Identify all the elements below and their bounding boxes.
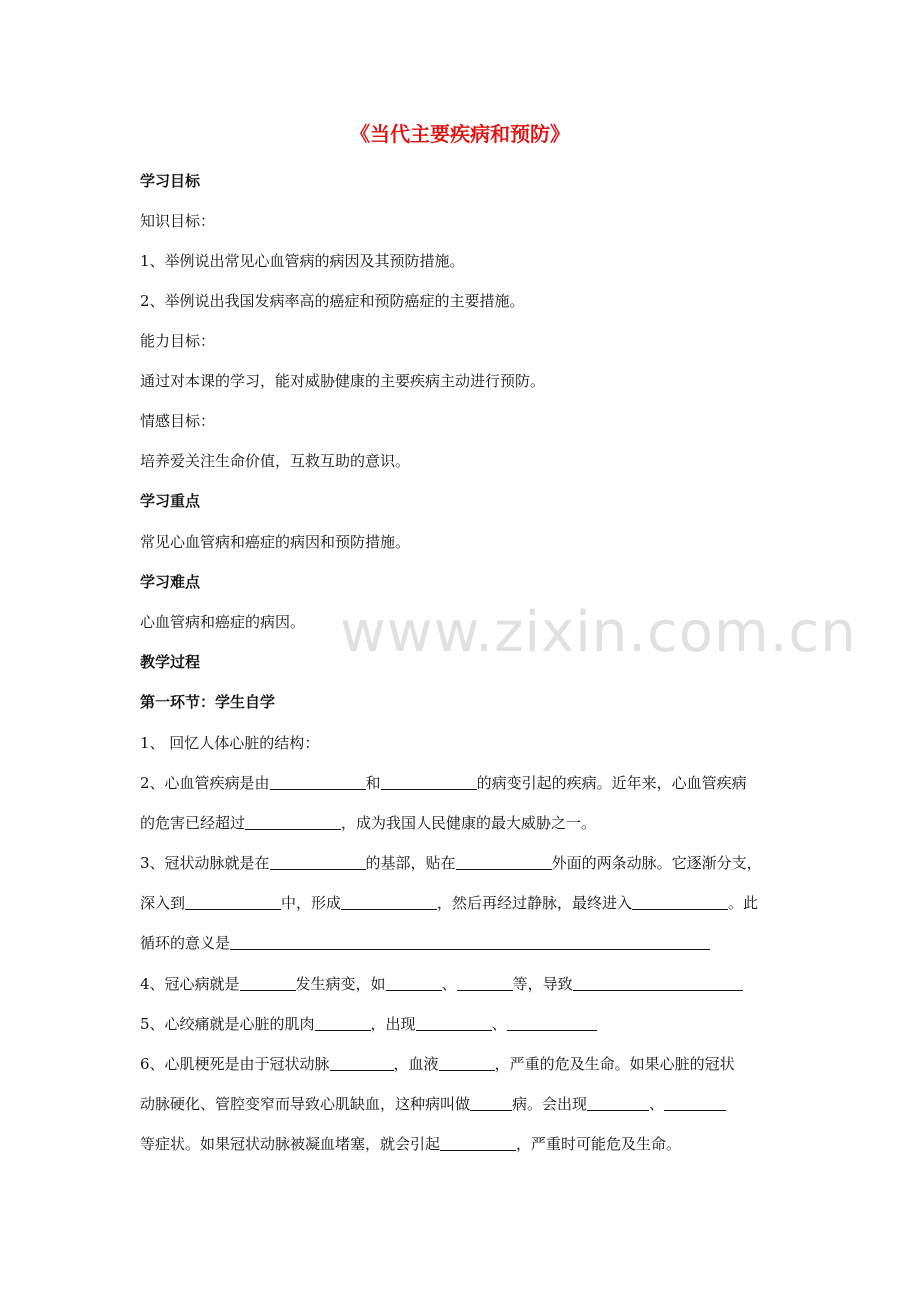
text-segment: 循环的意义是 bbox=[140, 934, 231, 952]
fill-blank[interactable] bbox=[240, 975, 296, 991]
fill-blank[interactable] bbox=[315, 1015, 371, 1031]
fill-blank[interactable] bbox=[381, 774, 477, 790]
text-segment: ，出现 bbox=[370, 1015, 416, 1033]
process-heading: 教学过程 bbox=[140, 653, 201, 671]
difficulty-text: 心血管病和癌症的病因。 bbox=[140, 613, 306, 631]
question-6-line-3 bbox=[140, 1134, 681, 1154]
text-segment: ，严重的危及生命。如果心脏的冠状 bbox=[494, 1055, 735, 1073]
text-segment: 的危害已经超过 bbox=[140, 814, 246, 832]
knowledge-goal-1: 1、举例说出常见心血管病的病因及其预防措施。 bbox=[140, 252, 465, 270]
text-segment: ，成为我国人民健康的最大威胁之一。 bbox=[341, 814, 597, 832]
fill-blank[interactable] bbox=[507, 1015, 597, 1031]
text-segment: 中，形成 bbox=[281, 894, 342, 912]
text-segment: ，然后再经过静脉，最终进入 bbox=[437, 894, 633, 912]
text-segment: 动脉硬化、管腔变窄而导致心肌缺血，这种病叫做 bbox=[140, 1095, 471, 1113]
knowledge-goal-label: 知识目标： bbox=[140, 212, 216, 230]
fill-blank[interactable] bbox=[185, 894, 281, 910]
text-segment: 和 bbox=[365, 774, 381, 792]
text-segment: 、 bbox=[649, 1095, 665, 1113]
ability-goal-label: 能力目标： bbox=[140, 332, 216, 350]
text-segment: 3、冠状动脉就是在 bbox=[140, 854, 270, 872]
fill-blank[interactable] bbox=[341, 894, 437, 910]
key-points-heading: 学习重点 bbox=[140, 492, 201, 510]
question-5 bbox=[140, 1014, 597, 1034]
question-3-line-1 bbox=[140, 853, 762, 873]
text-segment: 、 bbox=[491, 1015, 507, 1033]
fill-blank[interactable] bbox=[470, 1095, 512, 1111]
text-segment: 的基部，贴在 bbox=[365, 854, 456, 872]
text-segment: 5、心绞痛就是心脏的肌肉 bbox=[140, 1015, 315, 1033]
fill-blank[interactable] bbox=[386, 975, 442, 991]
text-segment: 等，导致 bbox=[512, 975, 573, 993]
question-1: 1、 回忆人体心脏的结构： bbox=[140, 734, 320, 752]
fill-blank[interactable] bbox=[439, 1055, 495, 1071]
fill-blank[interactable] bbox=[664, 1095, 726, 1111]
text-segment: ，血液 bbox=[393, 1055, 439, 1073]
question-4 bbox=[140, 974, 743, 994]
text-segment: 的病变引起的疾病。近年来，心血管疾病 bbox=[476, 774, 747, 792]
fill-blank[interactable] bbox=[230, 934, 710, 950]
text-segment: 、 bbox=[441, 975, 457, 993]
key-points-text: 常见心血管病和癌症的病因和预防措施。 bbox=[140, 533, 411, 551]
question-2-line-1 bbox=[140, 773, 747, 793]
text-segment: 深入到 bbox=[140, 894, 186, 912]
text-segment: 2、心血管疾病是由 bbox=[140, 774, 270, 792]
text-segment: 外面的两条动脉。它逐渐分支， bbox=[551, 854, 762, 872]
fill-blank[interactable] bbox=[270, 774, 366, 790]
difficulty-heading: 学习难点 bbox=[140, 573, 201, 591]
question-6-line-1 bbox=[140, 1054, 735, 1074]
watermark: www.zixin.com.cn bbox=[340, 600, 857, 665]
question-2-line-2 bbox=[140, 813, 596, 833]
text-segment: 6、心肌梗死是由于冠状动脉 bbox=[140, 1055, 330, 1073]
text-segment: 发生病变，如 bbox=[295, 975, 386, 993]
fill-blank[interactable] bbox=[587, 1095, 649, 1111]
fill-blank[interactable] bbox=[245, 814, 341, 830]
step1-heading: 第一环节：学生自学 bbox=[140, 693, 276, 711]
document-title: 《当代主要疾病和预防》 bbox=[350, 122, 570, 146]
fill-blank[interactable] bbox=[573, 975, 743, 991]
ability-goal-text: 通过对本课的学习，能对威胁健康的主要疾病主动进行预防。 bbox=[140, 372, 546, 390]
text-segment: 4、冠心病就是 bbox=[140, 975, 240, 993]
text-segment: 等症状。如果冠状动脉被凝血堵塞，就会引起 bbox=[140, 1135, 441, 1153]
text-segment: 病。会出现 bbox=[512, 1095, 588, 1113]
emotion-goal-text: 培养爱关注生命价值，互救互助的意识。 bbox=[140, 452, 411, 470]
fill-blank[interactable] bbox=[632, 894, 728, 910]
fill-blank[interactable] bbox=[456, 854, 552, 870]
fill-blank[interactable] bbox=[330, 1055, 394, 1071]
fill-blank[interactable] bbox=[440, 1135, 516, 1151]
question-6-line-2 bbox=[140, 1094, 726, 1114]
fill-blank[interactable] bbox=[270, 854, 366, 870]
question-3-line-2 bbox=[140, 893, 758, 913]
goals-heading: 学习目标 bbox=[140, 172, 201, 190]
text-segment: ，严重时可能危及生命。 bbox=[516, 1135, 682, 1153]
emotion-goal-label: 情感目标： bbox=[140, 412, 216, 430]
knowledge-goal-2: 2、举例说出我国发病率高的癌症和预防癌症的主要措施。 bbox=[140, 292, 525, 310]
text-segment: 。此 bbox=[728, 894, 759, 912]
fill-blank[interactable] bbox=[416, 1015, 492, 1031]
fill-blank[interactable] bbox=[457, 975, 513, 991]
question-3-line-3 bbox=[140, 933, 710, 953]
